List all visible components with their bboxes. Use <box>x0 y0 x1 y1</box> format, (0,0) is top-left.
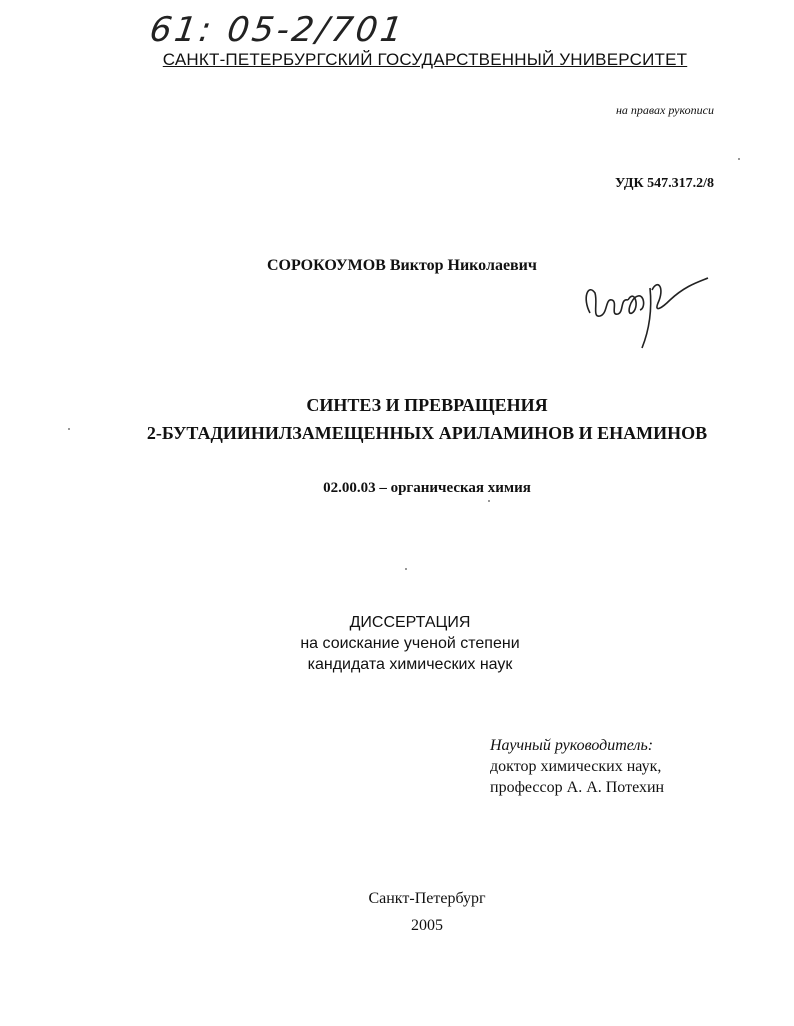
dissertation-label: ДИССЕРТАЦИЯ <box>349 614 471 631</box>
dissertation-title-line-2: 2-БУТАДИИНИЛЗАМЕЩЕННЫХ АРИЛАМИНОВ И ЕНАМИНОВ <box>146 423 708 443</box>
year: 2005 <box>411 917 443 934</box>
scan-speck <box>738 158 740 160</box>
archive-handwritten-mark: 61: 05-2/701 <box>147 10 408 50</box>
scan-speck <box>488 500 490 502</box>
footer-block <box>0 885 794 939</box>
supervisor-label: Научный руководитель: <box>490 737 654 754</box>
supervisor-name: профессор А. А. Потехин <box>490 779 665 796</box>
degree-purpose: на соискание ученой степени <box>300 635 520 652</box>
dissertation-title-line-1: СИНТЕЗ И ПРЕВРАЩЕНИЯ <box>306 395 548 415</box>
scan-speck <box>405 568 407 570</box>
scan-speck <box>68 428 70 430</box>
author-surname: СОРОКОУМОВ <box>267 257 386 274</box>
author-signature <box>580 268 730 353</box>
degree-name: кандидата химических наук <box>307 656 513 673</box>
rights-note: на правах рукописи <box>615 103 714 117</box>
author-given-names: Виктор Николаевич <box>389 257 537 274</box>
udk-code: УДК 547.317.2/8 <box>614 176 714 191</box>
supervisor-degree: доктор химических наук, <box>490 758 662 775</box>
supervisor-block <box>490 735 664 798</box>
author-name <box>267 257 537 275</box>
specialty: 02.00.03 – органическая химия <box>323 480 531 496</box>
city: Санкт-Петербург <box>368 890 486 907</box>
university-name: САНКТ-ПЕТЕРБУРГСКИЙ ГОСУДАРСТВЕННЫЙ УНИВЕРСИТЕТ <box>162 50 688 69</box>
dissertation-block <box>0 612 794 675</box>
